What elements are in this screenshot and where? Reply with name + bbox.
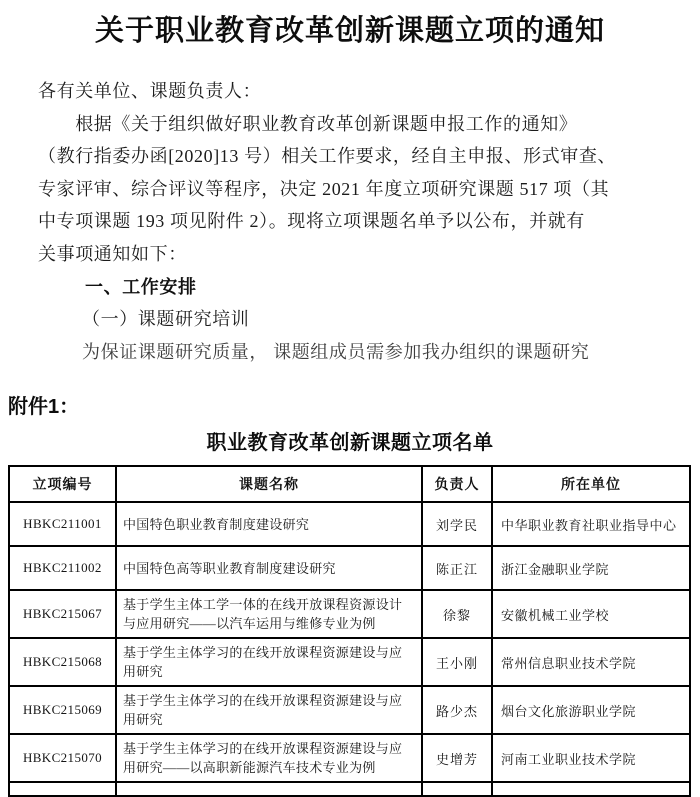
table-header-row	[9, 466, 690, 502]
project-name-cell: 基于学生主体工学一体的在线开放课程资源设计与应用研究——以汽车运用与维修专业为例	[116, 590, 422, 638]
leader-cell: 陈正江	[422, 546, 492, 590]
table-row	[9, 590, 690, 638]
paragraph-line: 中专项课题 193 项见附件 2）。现将立项课题名单予以公布，并就有	[38, 211, 585, 232]
section-heading: 一、工作安排	[85, 276, 197, 297]
leader-cell: 史增芳	[422, 734, 492, 782]
project-list-title: 职业教育改革创新课题立项名单	[206, 432, 494, 455]
project-code-cell: HBKC215067	[9, 590, 116, 638]
notice-body	[38, 75, 670, 368]
project-name-cell: 中国特色职业教育制度建设研究	[116, 502, 422, 546]
table-header-cell: 所在单位	[492, 466, 690, 502]
table-row	[9, 546, 690, 590]
project-name-cell: 基于学生主体学习的在线开放课程资源建设与应用研究	[116, 638, 422, 686]
table-row	[9, 734, 690, 782]
project-code-cell: HBKC211002	[9, 546, 116, 590]
leader-cell: 路少杰	[422, 686, 492, 734]
table-header-cell: 课题名称	[116, 466, 422, 502]
paragraph-line: （教行指委办函[2020]13 号）相关工作要求，经自主申报、形式审查、	[38, 146, 617, 167]
project-name-cell: 中国特色高等职业教育制度建设研究	[116, 546, 422, 590]
organization-cell: 烟台文化旅游职业学院	[492, 686, 690, 734]
project-code-cell: HBKC215069	[9, 686, 116, 734]
subsection-heading: （一）课题研究培训	[82, 309, 250, 330]
salutation-line: 各有关单位、课题负责人：	[38, 81, 262, 101]
table-body	[9, 502, 690, 782]
organization-cell: 常州信息职业技术学院	[492, 638, 690, 686]
table-header-cell: 负责人	[422, 466, 492, 502]
organization-cell: 中华职业教育社职业指导中心	[492, 502, 690, 546]
paragraph-line: 专家评审、综合评议等程序，决定 2021 年度立项研究课题 517 项（其	[38, 178, 610, 199]
table-header-cell: 立项编号	[9, 466, 116, 502]
organization-cell: 河南工业职业技术学院	[492, 734, 690, 782]
project-code-cell: HBKC215068	[9, 638, 116, 686]
document-page	[0, 13, 700, 781]
table-row	[9, 638, 690, 686]
table-row	[9, 502, 690, 546]
organization-cell: 安徽机械工业学校	[492, 590, 690, 638]
project-code-cell: HBKC211001	[9, 502, 116, 546]
project-name-cell: 基于学生主体学习的在线开放课程资源建设与应用研究	[116, 686, 422, 734]
paragraph-line: 关事项通知如下：	[38, 243, 187, 264]
leader-cell: 刘学民	[422, 502, 492, 546]
project-table	[8, 465, 691, 797]
leader-cell: 徐黎	[422, 590, 492, 638]
table-row	[9, 686, 690, 734]
notice-paragraph	[38, 108, 670, 271]
notice-title: 关于职业教育改革创新课题立项的通知	[94, 15, 605, 47]
project-name-cell: 基于学生主体学习的在线开放课程资源建设与应用研究——以高职新能源汽车技术专业为例	[116, 734, 422, 782]
training-requirement-line: 为保证课题研究质量， 课题组成员需参加我办组织的课题研究	[82, 341, 590, 362]
project-code-cell: HBKC215070	[9, 734, 116, 782]
paragraph-line: 根据《关于组织做好职业教育改革创新课题申报工作的通知》	[38, 113, 578, 134]
table-row-partial	[9, 782, 690, 796]
attachment-label: 附件1：	[8, 396, 80, 419]
leader-cell: 王小刚	[422, 638, 492, 686]
organization-cell: 浙江金融职业学院	[492, 546, 690, 590]
